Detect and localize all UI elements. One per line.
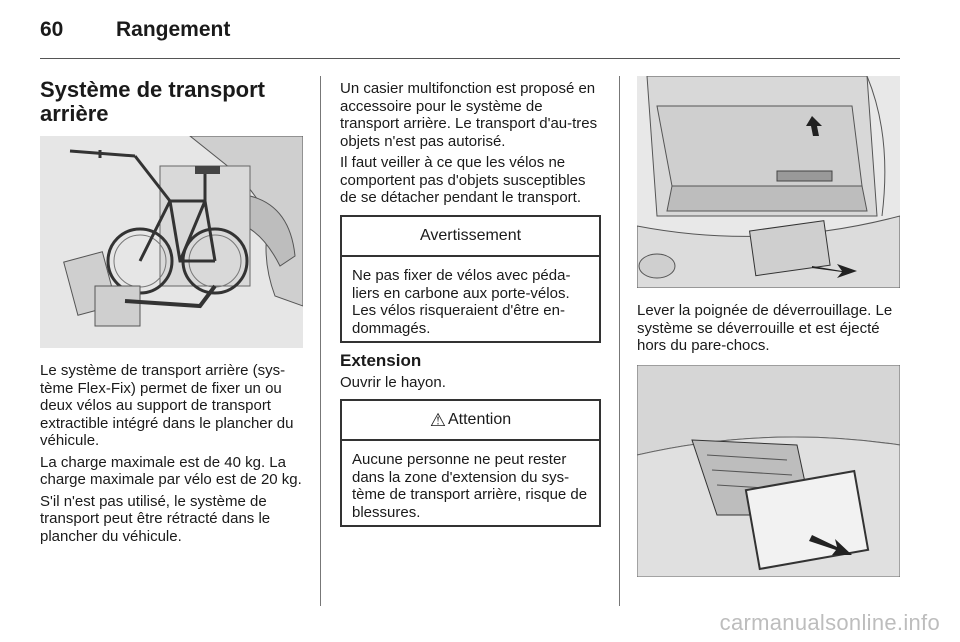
- paragraph: Le système de transport arrière (sys-tème Flex-Fix) permet de fixer un ou deux vélos au support de transport extractible intégré dans le plancher du véhicule.: [40, 362, 294, 449]
- attention-label: Attention: [447, 411, 512, 428]
- col3-caption: Lever la poignée de déverrouillage. Le système se déverrouille et est éjecté hors du pare-chocs.: [637, 302, 893, 354]
- col2-text: [340, 80, 605, 211]
- warning-box-text: Ne pas fixer de vélos avec péda-liers en carbone aux porte-vélos. Les vélos risqueraient d'être en-dommagés.: [352, 267, 571, 337]
- header-rule: [40, 58, 900, 59]
- trunk-unlock-illustration: [637, 76, 900, 288]
- warning-triangle-icon: ⚠: [429, 409, 446, 430]
- watermark: carmanualsonline.info: [719, 610, 940, 635]
- warning-box: [340, 215, 601, 343]
- page-number: 60: [40, 18, 64, 41]
- attention-box: [340, 399, 601, 527]
- col1-text: [40, 362, 305, 549]
- paragraph: La charge maximale est de 40 kg. La charge maximale par vélo est de 20 kg.: [40, 453, 302, 488]
- bike-carrier-illustration: [40, 136, 303, 348]
- paragraph: S'il n'est pas utilisé, le système de transport peut être rétracté dans le plancher du véhicule.: [40, 492, 271, 545]
- carrier-ejected-illustration: [637, 365, 900, 577]
- column-divider-1: [320, 76, 321, 606]
- section-name: Rangement: [116, 18, 231, 41]
- attention-box-text: Aucune personne ne peut rester dans la zone d'extension du sys-tème de transport arrière, risque de blessures.: [352, 451, 588, 521]
- extension-text: Ouvrir le hayon.: [340, 374, 446, 391]
- warning-box-heading: Avertissement: [342, 217, 599, 257]
- column-divider-2: [619, 76, 620, 606]
- paragraph: Il faut veiller à ce que les vélos ne comportent pas d'objets susceptibles de se détacher pendant le transport.: [340, 154, 586, 206]
- section-title: Système de transport arrière: [40, 77, 265, 126]
- extension-heading: Extension: [340, 351, 422, 370]
- attention-box-heading: [342, 401, 599, 441]
- paragraph: Un casier multifonction est proposé en accessoire pour le système de transport arrière. Le transport d'au-tres objets n'est pas autorisé.: [340, 80, 598, 150]
- page-header: [40, 18, 230, 42]
